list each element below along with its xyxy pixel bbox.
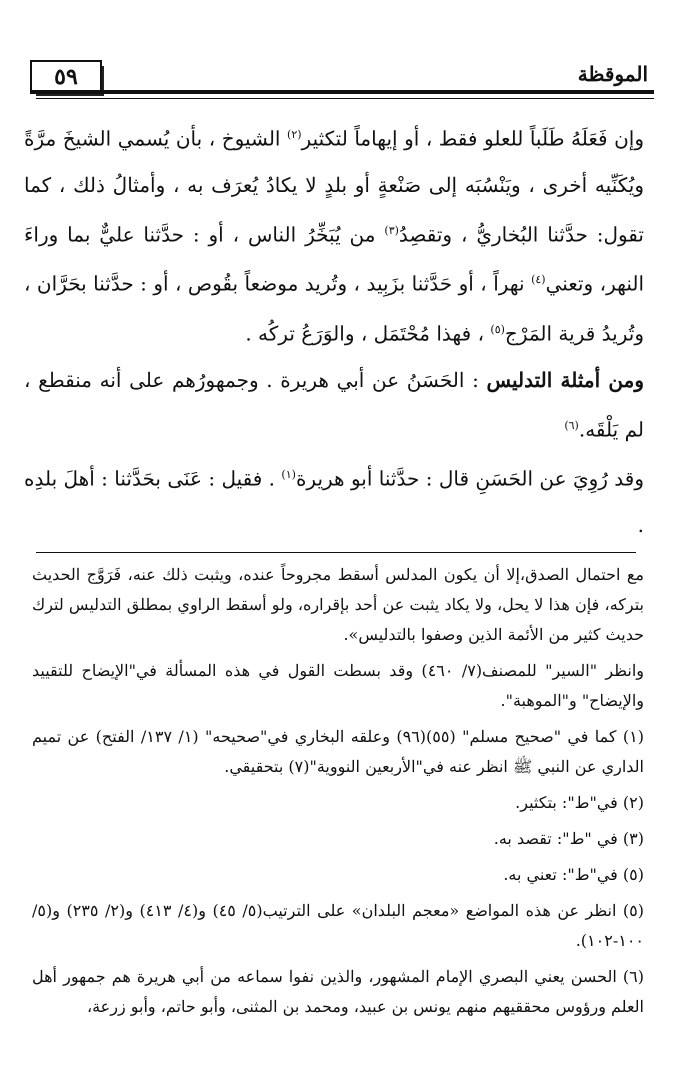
page-header bbox=[14, 54, 654, 104]
footnote-6: (٦) الحسن يعني البصري الإمام المشهور، والذين نفوا سماعه من أبي هريرة هم جمهور أهل العلم ورؤوس محققيهم منهم يونس بن عبيد، ومحمد بن المثنى، وأبو حاتم، وأبو زرعة، bbox=[32, 967, 644, 1016]
footnote-3: (٣) في "ط": تقصد به. bbox=[493, 829, 644, 848]
header-rule-thick bbox=[30, 90, 654, 94]
paragraph-2 bbox=[24, 357, 644, 453]
paragraph-1-text-c: من يُبَخِّرُ الناس ، أو : حدَّثنا عليٌّ بما وراءَ النهر، وتعني bbox=[24, 222, 645, 296]
paragraph-2-text: : الحَسَنُ عن أبي هريرة . وجمهورُهم على أنه منقطع ، لم يَلْقَه. bbox=[24, 367, 644, 442]
paragraph-1 bbox=[24, 112, 644, 357]
main-text bbox=[24, 112, 644, 548]
paragraph-3-text-b: . فقيل : عَنَى بحَدَّثنا : أهلَ بلدِه . bbox=[24, 466, 644, 537]
footnotes bbox=[32, 560, 644, 1028]
paragraph-2-lead: ومن أمثلة التدليس bbox=[486, 367, 644, 392]
page-number: ٥٩ bbox=[30, 60, 102, 94]
paragraph-1-text-e: ، فهذا مُحْتَمَل ، والوَرَعُ تركُه . bbox=[245, 321, 485, 346]
running-title: الموقظة bbox=[577, 62, 648, 86]
paragraph-1-text-b: الشيوخ ، بأن يُسمي الشيخَ مرَّةً ويُكَنِّيه أخرى ، ويَنْسُبَه إلى صَنْعةٍ أو بلدٍ لا يكادُ يُعرَف به ، وأمثالُ ذلك ، كما تقول: حدَّثنا البُخاريُّ ، وتقصِدُ bbox=[24, 126, 644, 247]
footnote-ref-4: (٤) bbox=[531, 273, 546, 287]
footnote-continuation-2: وانظر "السير" للمصنف(٧/ ٤٦٠) وقد بسطت القول في هذه المسألة في"الإيضاح للتقييد والإيضاح" و"الموهبة". bbox=[32, 661, 644, 710]
footnote-ref-3: (٣) bbox=[384, 223, 399, 237]
paragraph-3 bbox=[24, 452, 644, 548]
footnote-divider bbox=[36, 552, 636, 553]
footnote-continuation-1: مع احتمال الصدق،إلا أن يكون المدلس أسقط مجروحاً عنده، ويثبت ذلك عنه، فَرَوَّج الحديث بتركه، فإن هذا لا يحل، ولا يكاد يثبت عن أحد بإقراره، ولو أسقط الراوي بمطلق التدليس لترك حديث كثير من الأئمة الذين وصفوا بالتدليس». bbox=[32, 565, 644, 644]
footnote-ref-1: (١) bbox=[281, 468, 296, 482]
footnote-1: (١) كما في "صحيح مسلم" (٥٥)(٩٦) وعلقه البخاري في"صحيحه" (١/ ١٣٧/ الفتح) عن تميم الداري عن النبي ﷺ انظر عنه في"الأربعين النووية"(٧) بتحقيقي. bbox=[32, 727, 644, 776]
paragraph-3-text-a: وقد رُوِيَ عن الحَسَنِ قال : حدَّثنا أبو هريرة bbox=[295, 466, 644, 491]
footnote-5: (٥) انظر عن هذه المواضع «معجم البلدان» على الترتيب(٥/ ٤٥) و(٤/ ٤١٣) و(٢/ ٢٣٥) و(٥/ ١٠٠-١٠٢). bbox=[32, 901, 644, 950]
paragraph-1-text-d: نهراً ، أو حَدَّثنا بزَبِيد ، وتُريد موضعاً بقُوص ، أو : حدَّثنا بحَرَّان ، وتُريدُ قرية المَرْج bbox=[24, 271, 644, 346]
footnote-ref-5: (٥) bbox=[490, 322, 505, 336]
footnote-4: (٥) في"ط": تعني به. bbox=[503, 865, 644, 884]
paragraph-1-text-a: وإن فَعَلَهُ طَلَباً للعلو فقط ، أو إيهاماً لتكثير bbox=[301, 126, 644, 151]
footnote-ref-2: (٢) bbox=[287, 128, 302, 141]
footnote-ref-6: (٦) bbox=[564, 418, 579, 432]
header-rule-thin bbox=[36, 98, 654, 99]
footnote-2: (٢) في"ط": بتكثير. bbox=[515, 793, 644, 812]
